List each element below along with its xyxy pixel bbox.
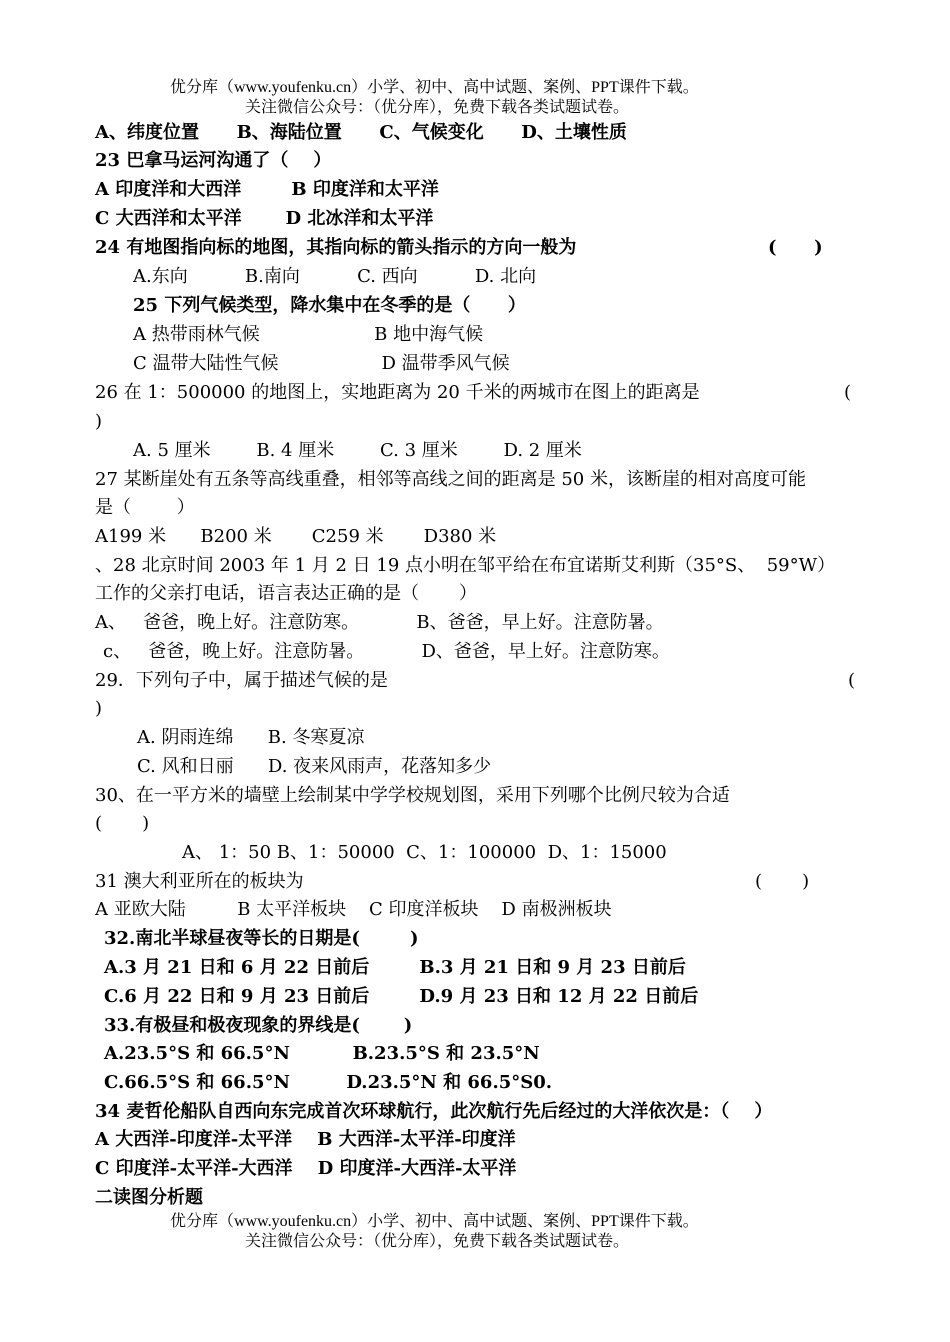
q26-options: A. 5 厘米 B. 4 厘米 C. 3 厘米 D. 2 厘米: [133, 440, 582, 461]
q30-stem-line1: 30、在一平方米的墙壁上绘制某中学学校规划图，采用下列哪个比例尺较为合适: [95, 785, 730, 806]
q28-stem-line1: 、28 北京时间 2003 年 1 月 2 日 19 点小明在邹平给在布宜诺斯艾利斯（35°S、 59°W）: [95, 555, 836, 576]
q29-paren-close: ): [95, 698, 103, 719]
q32-options-ab: A.3 月 21 日和 6 月 22 日前后 B.3 月 21 日和 9 月 23 日前后: [104, 957, 686, 978]
header-line-2: 关注微信公众号：（优分库），免费下载各类试题试卷。: [245, 99, 630, 116]
q31-stem: 31 澳大利亚所在的板块为: [95, 871, 304, 892]
q30-options: A、 1：50 B、1：50000 C、1：100000 D、1：15000: [182, 842, 667, 863]
q26-paren-open: (: [844, 382, 852, 403]
q28-options-ab: A、 爸爸，晚上好。注意防寒。 B、爸爸，早上好。注意防暑。: [95, 612, 664, 633]
q28-options-cd: c、 爸爸，晚上好。注意防暑。 D、爸爸，早上好。注意防寒。: [103, 641, 670, 662]
q24-options: A.东向 B.南向 C. 西向 D. 北向: [133, 266, 537, 287]
q29-paren-open: (: [848, 670, 856, 691]
q25-stem: 25 下列气候类型，降水集中在冬季的是（ ）: [133, 295, 526, 316]
q24-answer-paren: ( ): [768, 237, 823, 258]
q29-options-cd: C. 风和日丽 D. 夜来风雨声，花落知多少: [137, 756, 492, 777]
q34-stem: 34 麦哲伦船队自西向东完成首次环球航行，此次航行先后经过的大洋依次是：（ ）: [95, 1101, 773, 1122]
q22-options: A、纬度位置 B、海陆位置 C、气候变化 D、土壤性质: [95, 122, 627, 143]
section-2-title: 二读图分析题: [95, 1187, 203, 1208]
footer-line-2: 关注微信公众号：（优分库），免费下载各类试题试卷。: [245, 1233, 630, 1250]
q25-options-ab: A 热带雨林气候 B 地中海气候: [133, 324, 484, 345]
q27-options: A199 米 B200 米 C259 米 D380 米: [95, 526, 497, 547]
q27-stem-line2: 是（ ）: [95, 497, 195, 518]
q29-stem: 29．下列句子中，属于描述气候的是: [95, 670, 388, 691]
q28-stem-line2: 工作的父亲打电话，语言表达正确的是（ ）: [95, 583, 478, 604]
q24-stem: 24 有地图指向标的地图，其指向标的箭头指示的方向一般为: [95, 237, 577, 258]
q25-options-cd: C 温带大陆性气候 D 温带季风气候: [133, 353, 510, 374]
footer-line-1: 优分库（www.youfenku.cn）小学、初中、高中试题、案例、PPT课件下载。: [170, 1213, 699, 1230]
q33-options-ab: A.23.5°S 和 66.5°N B.23.5°S 和 23.5°N: [104, 1043, 540, 1064]
q23-options-ab: A 印度洋和大西洋 B 印度洋和太平洋: [95, 179, 439, 200]
q34-options-ab: A 大西洋-印度洋-太平洋 B 大西洋-太平洋-印度洋: [95, 1129, 516, 1150]
q31-options: A 亚欧大陆 B 太平洋板块 C 印度洋板块 D 南极洲板块: [95, 899, 612, 920]
q30-stem-line2: ( ): [95, 813, 150, 834]
q33-stem: 33.有极昼和极夜现象的界线是( ): [104, 1015, 413, 1036]
q34-options-cd: C 印度洋-太平洋-大西洋 D 印度洋-大西洋-太平洋: [95, 1158, 517, 1179]
q33-options-cd: C.66.5°S 和 66.5°N D.23.5°N 和 66.5°S0.: [104, 1072, 553, 1093]
q23-stem: 23 巴拿马运河沟通了（ ）: [95, 150, 332, 171]
q27-stem-line1: 27 某断崖处有五条等高线重叠，相邻等高线之间的距离是 50 米，该断崖的相对高度可能: [95, 469, 806, 490]
q29-options-ab: A. 阴雨连绵 B. 冬寒夏凉: [137, 727, 365, 748]
q31-answer-paren: ( ): [755, 871, 810, 892]
header-line-1: 优分库（www.youfenku.cn）小学、初中、高中试题、案例、PPT课件下载。: [170, 79, 699, 96]
q26-paren-close: ): [95, 411, 103, 432]
q26-stem: 26 在 1：500000 的地图上，实地距离为 20 千米的两城市在图上的距离是: [95, 382, 700, 403]
q32-stem: 32.南北半球昼夜等长的日期是( ): [104, 928, 419, 949]
q23-options-cd: C 大西洋和太平洋 D 北冰洋和太平洋: [95, 208, 434, 229]
q32-options-cd: C.6 月 22 日和 9 月 23 日前后 D.9 月 23 日和 12 月 22 日前后: [104, 986, 699, 1007]
